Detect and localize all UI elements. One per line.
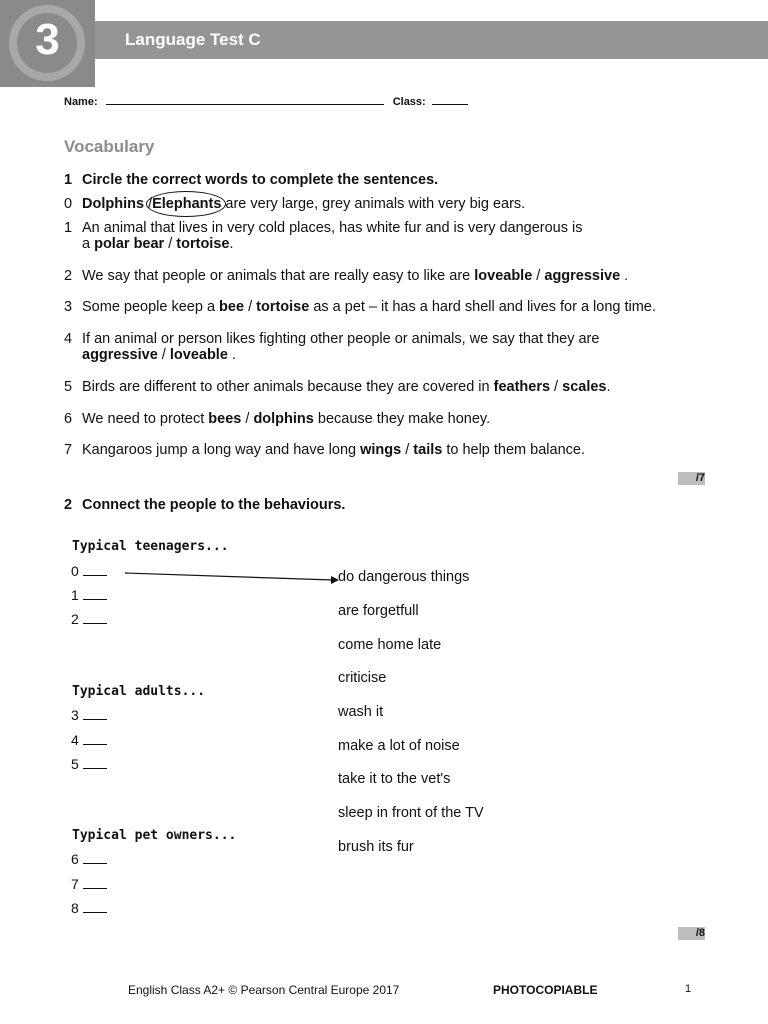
- behaviour-item[interactable]: come home late: [338, 637, 442, 653]
- footer-copyright: English Class A2+ © Pearson Central Europe 2017: [128, 983, 400, 997]
- option-b[interactable]: tortoise: [176, 236, 230, 252]
- class-label: Class:: [392, 96, 426, 108]
- ex2-instruction: Connect the people to the behaviours.: [82, 497, 346, 513]
- name-label: Name:: [64, 96, 98, 108]
- ex1-item-3: 3 Some people keep a bee / tortoise as a pet – it has a hard shell and lives for a long time.: [64, 299, 656, 315]
- behaviour-item[interactable]: criticise: [338, 670, 387, 686]
- ex1-item-7: 7 Kangaroos jump a long way and have long wings / tails to help them balance.: [64, 442, 585, 458]
- behaviour-item[interactable]: brush its fur: [338, 839, 414, 855]
- option-b-circled[interactable]: Elephants: [152, 196, 222, 212]
- ex1-heading: 1 Circle the correct words to complete the sentences.: [64, 172, 439, 188]
- answer-blank[interactable]: 5: [71, 756, 107, 772]
- group-label-teenagers: Typical teenagers...: [72, 539, 229, 554]
- answer-blank[interactable]: 0: [71, 563, 107, 579]
- answer-blank[interactable]: 1: [71, 587, 107, 603]
- behaviour-item[interactable]: sleep in front of the TV: [338, 805, 484, 821]
- option-a[interactable]: wings: [360, 442, 402, 458]
- group-label-adults: Typical adults...: [72, 684, 206, 699]
- ex1-item-2: 2 We say that people or animals that are really easy to like are loveable / aggressive .: [64, 268, 629, 284]
- option-a[interactable]: Dolphins: [82, 196, 145, 212]
- ex2-score-box[interactable]: /8: [678, 927, 705, 940]
- option-b[interactable]: tortoise: [256, 299, 310, 315]
- ex1-item-4: 4 If an animal or person likes fighting other people or animals, we say that they are aggressive / loveable .: [64, 331, 600, 363]
- ex1-instruction: Circle the correct words to complete the sentences.: [82, 172, 439, 188]
- option-b[interactable]: tails: [413, 442, 443, 458]
- option-a[interactable]: loveable: [474, 268, 533, 284]
- group-label-pet-owners: Typical pet owners...: [72, 828, 237, 843]
- ex1-item-0: 0 Dolphins /Elephants are very large, grey animals with very big ears.: [64, 196, 526, 212]
- ex2-heading: 2 Connect the people to the behaviours.: [64, 497, 346, 513]
- ex1-item-5: 5 Birds are different to other animals because they are covered in feathers / scales.: [64, 379, 611, 395]
- option-a[interactable]: polar bear: [94, 236, 165, 252]
- ex1-item-6: 6 We need to protect bees / dolphins because they make honey.: [64, 411, 491, 427]
- option-a[interactable]: bees: [208, 411, 242, 427]
- answer-blank[interactable]: 2: [71, 611, 107, 627]
- option-b[interactable]: scales: [562, 379, 607, 395]
- answer-blank[interactable]: 3: [71, 707, 107, 723]
- test-title: Language Test C: [125, 30, 261, 49]
- behaviour-item[interactable]: make a lot of noise: [338, 738, 460, 754]
- behaviour-item[interactable]: are forgetfull: [338, 603, 419, 619]
- option-a[interactable]: feathers: [493, 379, 551, 395]
- unit-number: 3: [35, 15, 60, 64]
- behaviour-item[interactable]: take it to the vet's: [338, 771, 451, 787]
- option-b[interactable]: dolphins: [253, 411, 314, 427]
- answer-blank[interactable]: 4: [71, 732, 107, 748]
- behaviour-item[interactable]: wash it: [338, 704, 384, 720]
- option-a[interactable]: aggressive: [82, 347, 158, 363]
- option-a[interactable]: bee: [219, 299, 245, 315]
- page-number: 1: [685, 983, 692, 995]
- ex1-item-1: 1 An animal that lives in very cold places, has white fur and is very dangerous is a polar bear / tortoise.: [64, 220, 583, 252]
- option-b[interactable]: loveable: [169, 347, 228, 363]
- answer-blank[interactable]: 6: [71, 851, 107, 867]
- answer-blank[interactable]: 8: [71, 900, 107, 916]
- section-title: Vocabulary: [64, 137, 155, 156]
- footer-photocopiable: PHOTOCOPIABLE: [493, 983, 598, 997]
- option-b[interactable]: aggressive: [544, 268, 621, 284]
- behaviour-item[interactable]: do dangerous things: [338, 569, 470, 585]
- ex1-score-box[interactable]: /7: [678, 472, 705, 485]
- answer-blank[interactable]: 7: [71, 876, 107, 892]
